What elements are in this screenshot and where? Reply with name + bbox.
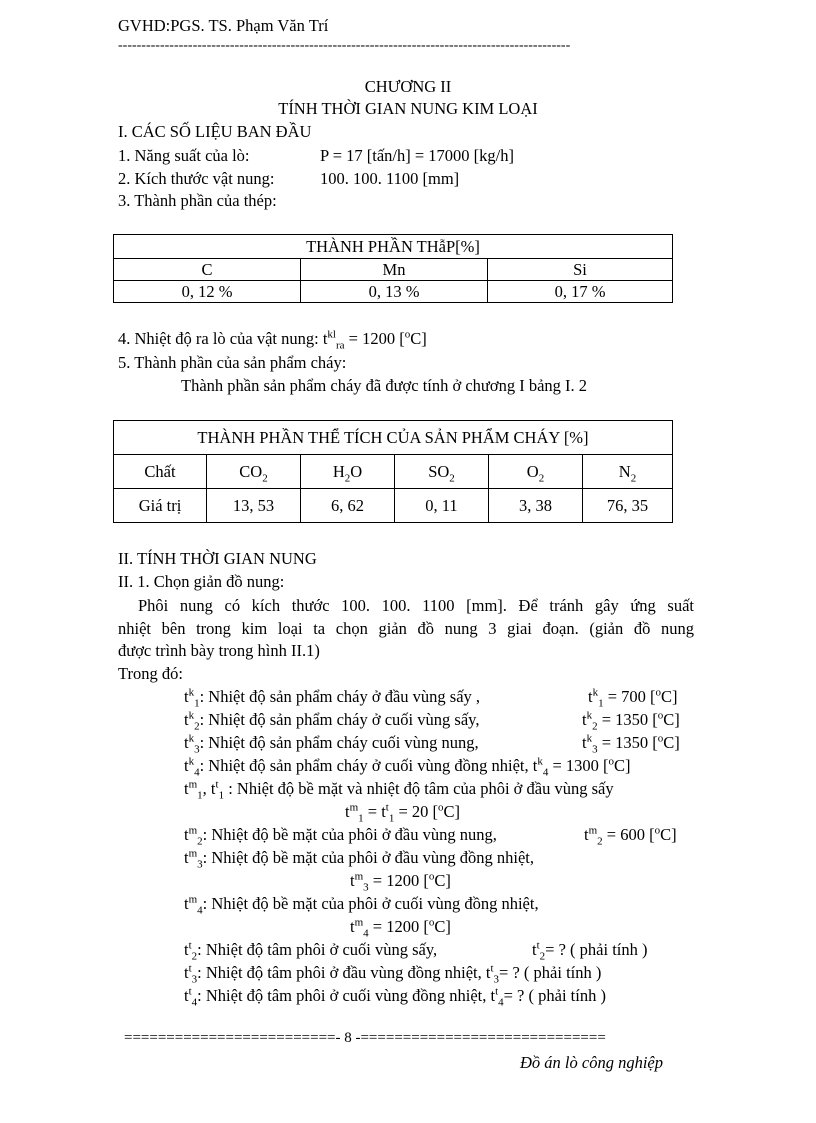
formula-tm3: $t^m_3 = 1200$ [$^o$C] xyxy=(350,870,451,894)
steel-composition-table xyxy=(113,234,673,303)
species-so2: $SO_2$ xyxy=(395,455,489,489)
chapter-title: TÍNH THỜI GIAN NUNG KIM LOẠI xyxy=(278,99,538,118)
definition-tk2: $t^k_2$: Nhiệt độ sản phẩm cháy ở cuối vùng sấy, xyxy=(184,709,480,733)
steel-value-si: 0, 17 % xyxy=(488,281,673,303)
section-2-heading: II. TÍNH THỜI GIAN NUNG xyxy=(118,549,317,568)
item-4: 4. Nhiệt độ ra lò của vật nung: $t^{kl}_{ra} = 1200$ [$^o$C] xyxy=(118,328,427,352)
definition-tt2: $t^t_2$: Nhiệt độ tâm phôi ở cuối vùng sấy, xyxy=(184,939,438,963)
paragraph-line-1: Phôi nung có kích thước 100. 100. 1100 [mm]. Để tránh gây ứng suất xyxy=(138,596,694,615)
steel-header-mn: Mn xyxy=(301,259,488,281)
supervisor-header: GVHD:PGS. TS. Phạm Văn Trí xyxy=(118,16,329,35)
paragraph-line-2: nhiệt bên trong kim loại ta chọn giản đồ nung 3 giai đoạn. (giản đồ nung xyxy=(118,619,694,638)
definition-tk2-value: $t^k_2 = 1350$ [$^o$C] xyxy=(582,709,680,733)
definition-tm4: $t^m_4$: Nhiệt độ bề mặt của phôi ở cuối vùng đồng nhiệt, xyxy=(184,893,539,917)
definition-tm2: $t^m_2$: Nhiệt độ bề mặt của phôi ở đầu vùng nung, xyxy=(184,824,497,848)
definition-tk4: $t^k_4$: Nhiệt độ sản phẩm cháy ở cuối vùng đồng nhiệt, $t^k_4 = 1300$ [$^o$C] xyxy=(184,755,631,779)
definition-tt2-value: $t^t_2=$ ? ( phải tính ) xyxy=(532,939,648,963)
item-5: 5. Thành phần của sản phẩm cháy: xyxy=(118,353,347,372)
definition-tk1: $t^k_1$: Nhiệt độ sản phẩm cháy ở đầu vùng sấy , xyxy=(184,686,481,710)
definition-tt3: $t^t_3$: Nhiệt độ tâm phôi ở đầu vùng đồng nhiệt, $t^t_3=$ ? ( phải tính ) xyxy=(184,962,602,986)
value-h2o: 6, 62 xyxy=(301,489,395,523)
project-title-footer: Đồ án lò công nghiệp xyxy=(520,1053,663,1072)
steel-table-title: THÀNH PHẦN THẫP[%] xyxy=(114,235,673,259)
definition-tk1-value: $t^k_1 = 700$ [$^o$C] xyxy=(588,686,678,710)
formula-tm4: $t^m_4 = 1200$ [$^o$C] xyxy=(350,916,451,940)
value-so2: 0, 11 xyxy=(395,489,489,523)
combustion-products-table xyxy=(113,420,673,523)
value-o2: 3, 38 xyxy=(489,489,583,523)
species-co2: $CO_2$ xyxy=(207,455,301,489)
item-1-label: 1. Năng suất của lò: xyxy=(118,146,250,165)
definition-tm3: $t^m_3$: Nhiệt độ bề mặt của phôi ở đầu vùng đồng nhiệt, xyxy=(184,847,534,871)
section-1-heading: I. CÁC SỐ LIỆU BAN ĐẦU xyxy=(118,122,312,141)
steel-value-c: 0, 12 % xyxy=(114,281,301,303)
item-2-value: 100. 100. 1100 [mm] xyxy=(320,169,460,188)
item-3: 3. Thành phần của thép: xyxy=(118,191,277,210)
species-o2: $O_2$ xyxy=(489,455,583,489)
section-2-1-heading: II. 1. Chọn giản đồ nung: xyxy=(118,572,285,591)
definition-tt4: $t^t_4$: Nhiệt độ tâm phôi ở cuối vùng đồng nhiệt, $t^t_4=$ ? ( phải tính ) xyxy=(184,985,606,1009)
header-rule: ------------------------------------------------------------------------------------------------- xyxy=(118,38,571,53)
definition-tk3-value: $t^k_3 = 1350$ [$^o$C] xyxy=(582,732,680,756)
definition-tk3: $t^k_3$: Nhiệt độ sản phẩm cháy cuối vùng nung, xyxy=(184,732,479,756)
products-table-title: THÀNH PHẦN THỂ TÍCH CỦA SẢN PHẨM CHÁY [%] xyxy=(114,421,673,455)
steel-header-si: Si xyxy=(488,259,673,281)
species-h2o: $H_2O$ xyxy=(301,455,395,489)
value-n2: 76, 35 xyxy=(583,489,673,523)
item-1-value: P = 17 [tấn/h] = 17000 [kg/h] xyxy=(320,146,514,165)
products-row-label-value: Giá trị xyxy=(114,489,207,523)
steel-header-c: C xyxy=(114,259,301,281)
page-number-line: =========================- 8 -============================= xyxy=(124,1030,606,1046)
chapter-number: CHƯƠNG II xyxy=(364,77,452,96)
products-row-label-substance: Chất xyxy=(114,455,207,489)
definition-tm1-tt1: $t^m_1$, $t^t_1$ : Nhiệt độ bề mặt và nhiệt độ tâm của phôi ở đầu vùng sấy xyxy=(184,778,614,802)
species-n2: $N_2$ xyxy=(583,455,673,489)
paragraph-line-3: được trình bày trong hình II.1) xyxy=(118,641,320,660)
item-5-note: Thành phần sản phẩm cháy đã được tính ở chương I bảng I. 2 xyxy=(181,376,588,395)
item-2-label: 2. Kích thước vật nung: xyxy=(118,169,275,188)
where-label: Trong đó: xyxy=(118,664,183,683)
steel-value-mn: 0, 13 % xyxy=(301,281,488,303)
formula-tm1: $t^m_1 = t^t_1 = 20$ [$^o$C] xyxy=(345,801,461,825)
value-co2: 13, 53 xyxy=(207,489,301,523)
definition-tm2-value: $t^m_2 = 600$ [$^o$C] xyxy=(584,824,677,848)
